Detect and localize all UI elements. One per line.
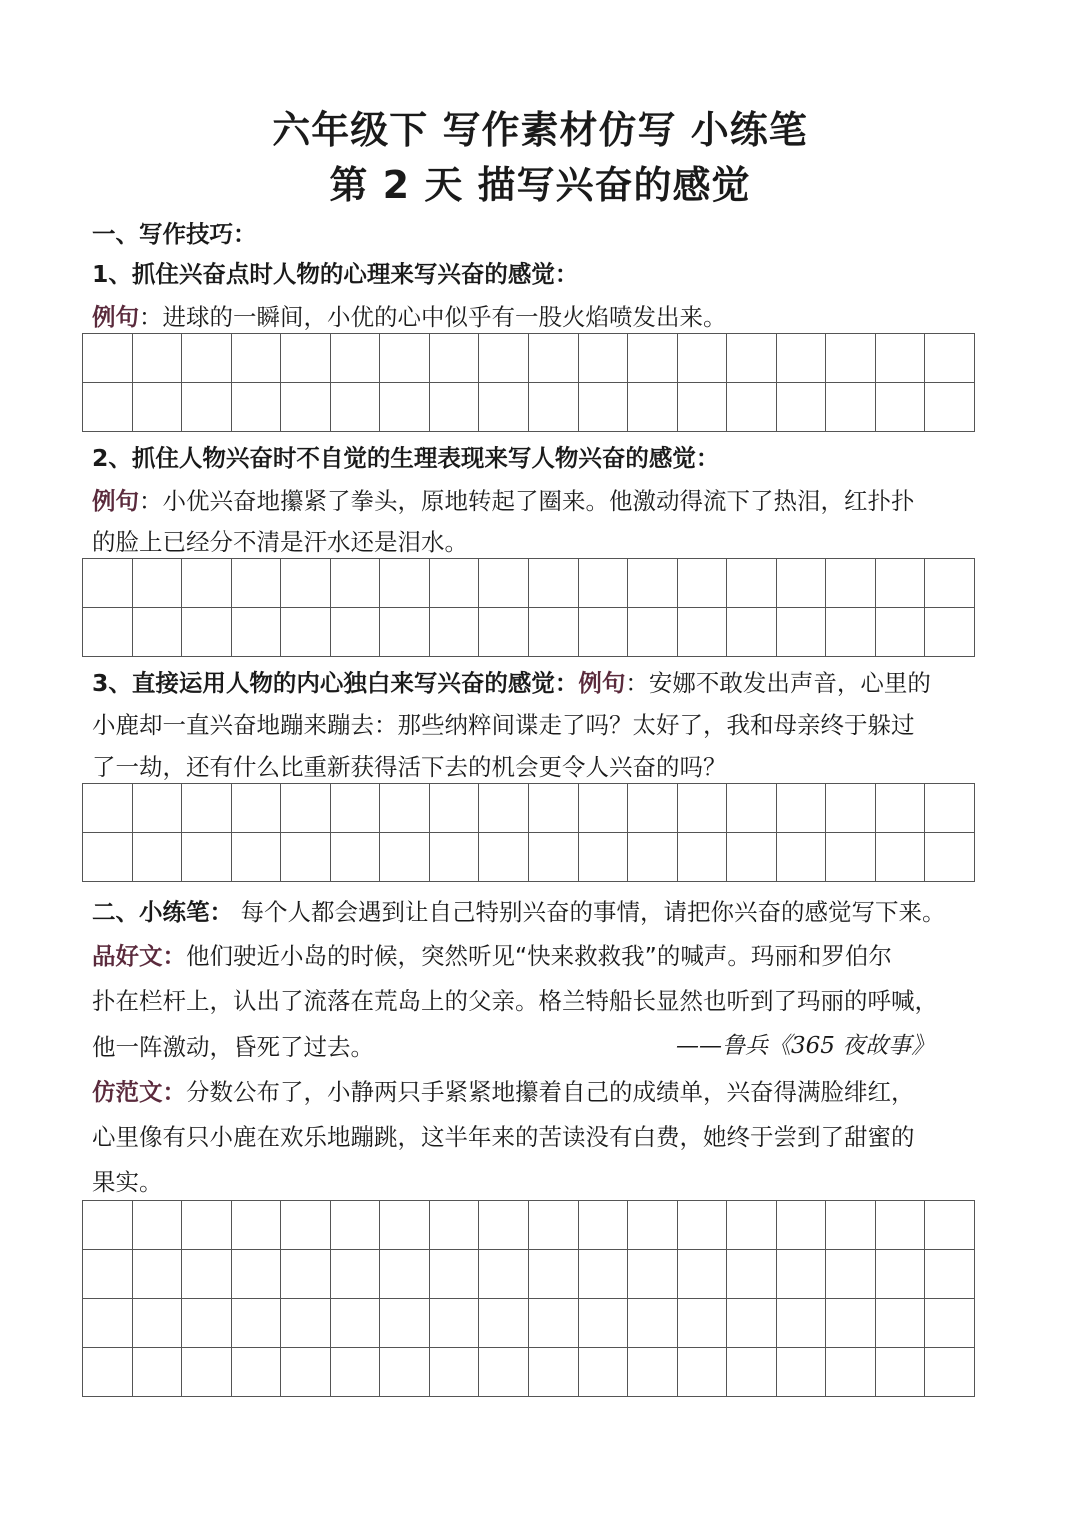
grid-cell[interactable] — [83, 1250, 133, 1299]
grid-cell[interactable] — [727, 334, 777, 383]
grid-cell[interactable] — [777, 383, 827, 432]
grid-cell[interactable] — [83, 1299, 133, 1348]
grid-cell[interactable] — [182, 1299, 232, 1348]
grid-cell[interactable] — [232, 1299, 282, 1348]
grid-cell[interactable] — [232, 334, 282, 383]
grid-cell[interactable] — [876, 334, 926, 383]
grid-cell[interactable] — [380, 608, 430, 657]
item1-heading: 1、抓住兴奋点时人物的心理来写兴奋的感觉： — [92, 260, 579, 288]
item2-example-line1 — [92, 481, 992, 521]
grid-cell[interactable] — [83, 1201, 133, 1250]
grid-cell[interactable] — [331, 833, 381, 882]
grid-cell[interactable] — [331, 559, 381, 608]
grid-cell[interactable] — [380, 559, 430, 608]
grid-cell[interactable] — [430, 784, 480, 833]
grid-cell[interactable] — [529, 1348, 579, 1397]
grid-cell[interactable] — [727, 559, 777, 608]
grid-cell[interactable] — [826, 833, 876, 882]
good-text: 他们驶近小岛的时候，突然听见“快来救救我”的喊声。玛丽和罗伯尔 — [186, 942, 892, 970]
grid-cell[interactable] — [777, 334, 827, 383]
grid-cell[interactable] — [281, 784, 331, 833]
grid-cell[interactable] — [182, 559, 232, 608]
grid-cell[interactable] — [281, 1348, 331, 1397]
grid-cell[interactable] — [777, 1201, 827, 1250]
grid-cell[interactable] — [826, 1201, 876, 1250]
grid-cell[interactable] — [579, 784, 629, 833]
grid-cell[interactable] — [133, 1299, 183, 1348]
grid-cell[interactable] — [628, 833, 678, 882]
grid-cell[interactable] — [876, 833, 926, 882]
grid-cell[interactable] — [232, 1201, 282, 1250]
grid-cell[interactable] — [826, 1250, 876, 1299]
page-title: 六年级下 写作素材仿写 小练笔 — [272, 108, 808, 152]
grid-cell[interactable] — [925, 559, 975, 608]
grid-cell[interactable] — [133, 608, 183, 657]
grid-cell[interactable] — [331, 784, 381, 833]
grid-cell[interactable] — [628, 559, 678, 608]
grid-cell[interactable] — [232, 1250, 282, 1299]
grid-cell[interactable] — [925, 1250, 975, 1299]
grid-cell[interactable] — [579, 608, 629, 657]
grid-cell[interactable] — [380, 1348, 430, 1397]
item3-line2: 小鹿却一直兴奋地蹦来蹦去：那些纳粹间谍走了吗？太好了，我和母亲终于躲过 — [92, 711, 915, 739]
model-text-line2: 心里像有只小鹿在欢乐地蹦跳，这半年来的苦读没有白费，她终于尝到了甜蜜的 — [92, 1123, 915, 1151]
grid-cell[interactable] — [83, 559, 133, 608]
grid-cell[interactable] — [331, 334, 381, 383]
page-subtitle: 第 2 天 描写兴奋的感觉 — [329, 163, 751, 207]
grid-cell[interactable] — [430, 1348, 480, 1397]
grid-cell[interactable] — [925, 784, 975, 833]
grid-cell[interactable] — [777, 833, 827, 882]
grid-cell[interactable] — [529, 608, 579, 657]
grid-cell[interactable] — [232, 559, 282, 608]
grid-cell[interactable] — [232, 1348, 282, 1397]
grid-cell[interactable] — [826, 608, 876, 657]
grid-cell[interactable] — [727, 784, 777, 833]
grid-cell[interactable] — [479, 1250, 529, 1299]
grid-cell[interactable] — [479, 1201, 529, 1250]
grid-cell[interactable] — [579, 1250, 629, 1299]
grid-cell[interactable] — [380, 383, 430, 432]
grid-cell[interactable] — [83, 383, 133, 432]
writing-grid-4[interactable] — [82, 1200, 975, 1397]
grid-cell[interactable] — [678, 1348, 728, 1397]
example-label: 例句 — [92, 487, 139, 515]
grid-cell[interactable] — [479, 784, 529, 833]
grid-cell[interactable] — [182, 1250, 232, 1299]
grid-cell[interactable] — [331, 608, 381, 657]
good-text-label: 品好文： — [92, 942, 186, 970]
grid-cell[interactable] — [479, 383, 529, 432]
grid-cell[interactable] — [826, 784, 876, 833]
grid-cell[interactable] — [727, 1201, 777, 1250]
grid-cell[interactable] — [232, 383, 282, 432]
grid-cell[interactable] — [430, 1250, 480, 1299]
grid-cell[interactable] — [678, 559, 728, 608]
grid-cell[interactable] — [83, 784, 133, 833]
grid-cell[interactable] — [133, 1250, 183, 1299]
grid-cell[interactable] — [579, 833, 629, 882]
grid-cell[interactable] — [232, 784, 282, 833]
grid-cell[interactable] — [826, 334, 876, 383]
grid-cell[interactable] — [925, 1348, 975, 1397]
grid-cell[interactable] — [529, 559, 579, 608]
grid-cell[interactable] — [777, 1250, 827, 1299]
grid-cell[interactable] — [826, 559, 876, 608]
grid-cell[interactable] — [826, 1299, 876, 1348]
item3-heading: 3、直接运用人物的内心独白来写兴奋的感觉： — [92, 669, 579, 697]
grid-cell[interactable] — [876, 608, 926, 657]
grid-cell[interactable] — [826, 1348, 876, 1397]
grid-cell[interactable] — [727, 1250, 777, 1299]
grid-cell[interactable] — [281, 608, 331, 657]
grid-cell[interactable] — [876, 1299, 926, 1348]
grid-cell[interactable] — [479, 559, 529, 608]
grid-cell[interactable] — [182, 383, 232, 432]
grid-cell[interactable] — [133, 383, 183, 432]
grid-cell[interactable] — [628, 784, 678, 833]
grid-cell[interactable] — [133, 1201, 183, 1250]
grid-cell[interactable] — [727, 1348, 777, 1397]
source-citation: ——鲁兵《365 夜故事》 — [676, 1033, 935, 1059]
grid-cell[interactable] — [678, 784, 728, 833]
good-text-line2: 扑在栏杆上，认出了流落在荒岛上的父亲。格兰特船长显然也听到了玛丽的呼喊， — [92, 987, 938, 1015]
example-text: ：小优兴奋地攥紧了拳头，原地转起了圈来。他激动得流下了热泪，红扑扑 — [139, 487, 915, 515]
example-text: ：进球的一瞬间，小优的心中似乎有一股火焰喷发出来。 — [139, 303, 727, 331]
grid-cell[interactable] — [281, 383, 331, 432]
grid-cell[interactable] — [182, 1201, 232, 1250]
grid-cell[interactable] — [182, 334, 232, 383]
grid-cell[interactable] — [380, 1299, 430, 1348]
grid-cell[interactable] — [380, 334, 430, 383]
grid-cell[interactable] — [876, 559, 926, 608]
item3-line3: 了一劫，还有什么比重新获得活下去的机会更令人兴奋的吗？ — [92, 753, 727, 781]
grid-cell[interactable] — [876, 1348, 926, 1397]
grid-cell[interactable] — [678, 1250, 728, 1299]
grid-cell[interactable] — [925, 833, 975, 882]
grid-cell[interactable] — [777, 559, 827, 608]
grid-cell[interactable] — [281, 833, 331, 882]
grid-cell[interactable] — [876, 1250, 926, 1299]
grid-cell[interactable] — [678, 1299, 728, 1348]
grid-cell[interactable] — [430, 1201, 480, 1250]
grid-cell[interactable] — [777, 608, 827, 657]
grid-cell[interactable] — [430, 334, 480, 383]
section1-heading: 一、写作技巧： — [92, 220, 257, 248]
grid-cell[interactable] — [529, 1250, 579, 1299]
grid-cell[interactable] — [281, 559, 331, 608]
example-text: ：安娜不敢发出声音，心里的 — [625, 669, 931, 697]
grid-cell[interactable] — [826, 383, 876, 432]
grid-cell[interactable] — [479, 334, 529, 383]
grid-cell[interactable] — [628, 1250, 678, 1299]
grid-cell[interactable] — [777, 1299, 827, 1348]
grid-cell[interactable] — [925, 1201, 975, 1250]
grid-cell[interactable] — [182, 833, 232, 882]
grid-cell[interactable] — [83, 334, 133, 383]
grid-cell[interactable] — [380, 833, 430, 882]
grid-cell[interactable] — [678, 383, 728, 432]
model-text-line1 — [92, 1072, 992, 1112]
grid-cell[interactable] — [579, 1299, 629, 1348]
grid-cell[interactable] — [678, 833, 728, 882]
grid-cell[interactable] — [182, 608, 232, 657]
grid-cell[interactable] — [529, 833, 579, 882]
grid-cell[interactable] — [579, 1348, 629, 1397]
model-text-label: 仿范文： — [92, 1078, 186, 1106]
grid-cell[interactable] — [479, 1299, 529, 1348]
grid-cell[interactable] — [479, 833, 529, 882]
grid-cell[interactable] — [430, 833, 480, 882]
grid-cell[interactable] — [83, 608, 133, 657]
grid-cell[interactable] — [529, 1299, 579, 1348]
grid-cell[interactable] — [83, 833, 133, 882]
prompt-text: 每个人都会遇到让自己特别兴奋的事情，请把你兴奋的感觉写下来。 — [240, 898, 946, 926]
grid-cell[interactable] — [628, 608, 678, 657]
grid-cell[interactable] — [83, 1348, 133, 1397]
grid-cell[interactable] — [380, 1250, 430, 1299]
grid-cell[interactable] — [628, 1201, 678, 1250]
model-text: 分数公布了，小静两只手紧紧地攥着自己的成绩单，兴奋得满脸绯红， — [186, 1078, 915, 1106]
grid-cell[interactable] — [876, 383, 926, 432]
grid-cell[interactable] — [925, 334, 975, 383]
grid-cell[interactable] — [331, 1201, 381, 1250]
grid-cell[interactable] — [182, 784, 232, 833]
grid-cell[interactable] — [479, 1348, 529, 1397]
grid-cell[interactable] — [133, 833, 183, 882]
item3-line1 — [92, 663, 992, 703]
grid-cell[interactable] — [628, 334, 678, 383]
grid-cell[interactable] — [529, 1201, 579, 1250]
grid-cell[interactable] — [331, 1299, 381, 1348]
grid-cell[interactable] — [331, 1348, 381, 1397]
grid-cell[interactable] — [925, 608, 975, 657]
grid-cell[interactable] — [777, 1348, 827, 1397]
item2-example-line2: 的脸上已经分不清是汗水还是泪水。 — [92, 528, 468, 556]
grid-cell[interactable] — [281, 1299, 331, 1348]
section2-heading: 二、小练笔： — [92, 898, 233, 926]
item1-example — [92, 297, 992, 337]
grid-cell[interactable] — [876, 784, 926, 833]
example-label: 例句 — [92, 303, 139, 331]
grid-cell[interactable] — [232, 608, 282, 657]
grid-cell[interactable] — [727, 833, 777, 882]
grid-cell[interactable] — [430, 383, 480, 432]
section2-prompt — [92, 892, 992, 932]
grid-cell[interactable] — [678, 608, 728, 657]
grid-cell[interactable] — [727, 1299, 777, 1348]
grid-cell[interactable] — [331, 383, 381, 432]
writing-grid-2[interactable] — [82, 558, 975, 657]
grid-cell[interactable] — [331, 1250, 381, 1299]
grid-cell[interactable] — [281, 334, 331, 383]
writing-grid-3[interactable] — [82, 783, 975, 882]
grid-cell[interactable] — [529, 784, 579, 833]
grid-cell[interactable] — [380, 784, 430, 833]
grid-cell[interactable] — [628, 1348, 678, 1397]
grid-cell[interactable] — [628, 1299, 678, 1348]
grid-cell[interactable] — [133, 784, 183, 833]
grid-cell[interactable] — [133, 559, 183, 608]
grid-cell[interactable] — [430, 1299, 480, 1348]
grid-cell[interactable] — [529, 334, 579, 383]
good-text-line3: 他一阵激动，昏死了过去。 — [92, 1033, 374, 1061]
grid-cell[interactable] — [628, 383, 678, 432]
grid-cell[interactable] — [430, 608, 480, 657]
grid-cell[interactable] — [876, 1201, 926, 1250]
grid-cell[interactable] — [529, 383, 579, 432]
grid-cell[interactable] — [479, 608, 529, 657]
good-text-line1 — [92, 936, 992, 976]
grid-cell[interactable] — [925, 383, 975, 432]
model-text-line3: 果实。 — [92, 1168, 163, 1196]
grid-cell[interactable] — [380, 1201, 430, 1250]
grid-cell[interactable] — [133, 1348, 183, 1397]
example-label: 例句 — [578, 669, 626, 697]
grid-cell[interactable] — [579, 1201, 629, 1250]
grid-cell[interactable] — [232, 833, 282, 882]
grid-cell[interactable] — [678, 334, 728, 383]
grid-cell[interactable] — [579, 383, 629, 432]
grid-cell[interactable] — [182, 1348, 232, 1397]
grid-cell[interactable] — [579, 334, 629, 383]
grid-cell[interactable] — [727, 383, 777, 432]
grid-cell[interactable] — [281, 1250, 331, 1299]
grid-cell[interactable] — [579, 559, 629, 608]
grid-cell[interactable] — [430, 559, 480, 608]
grid-cell[interactable] — [925, 1299, 975, 1348]
grid-cell[interactable] — [133, 334, 183, 383]
grid-cell[interactable] — [777, 784, 827, 833]
item2-heading: 2、抓住人物兴奋时不自觉的生理表现来写人物兴奋的感觉： — [92, 444, 720, 472]
writing-grid-1[interactable] — [82, 333, 975, 432]
grid-cell[interactable] — [678, 1201, 728, 1250]
grid-cell[interactable] — [727, 608, 777, 657]
grid-cell[interactable] — [281, 1201, 331, 1250]
